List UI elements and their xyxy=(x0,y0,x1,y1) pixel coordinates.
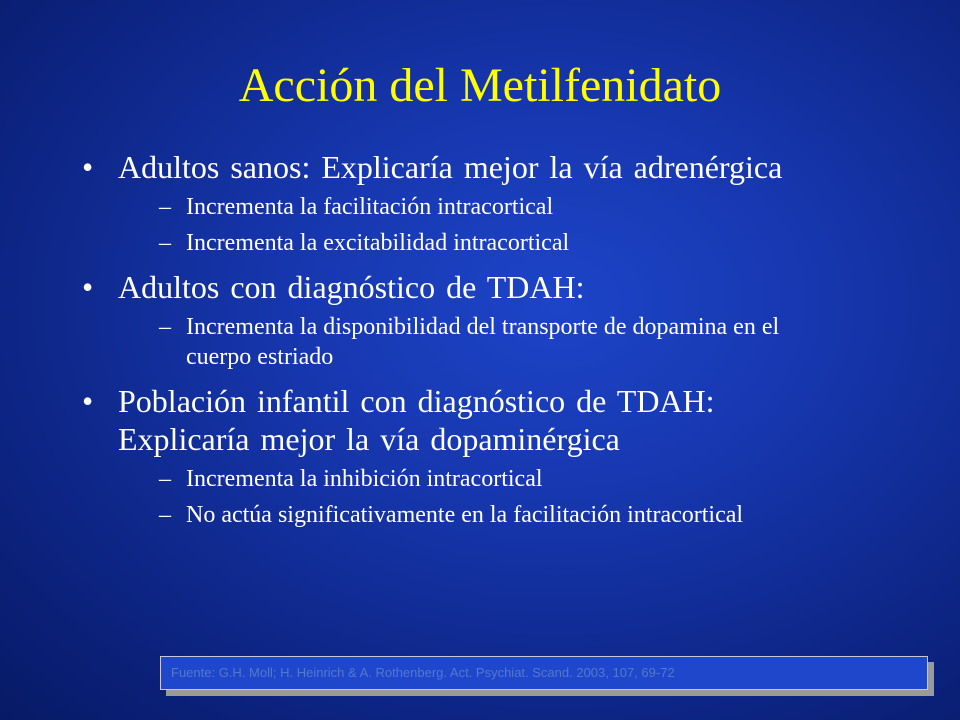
dash-marker: – xyxy=(159,314,171,340)
bullet-item xyxy=(82,382,838,458)
bullet-item xyxy=(82,268,882,306)
bullet-text: Población infantil con diagnóstico de TDAH: Explicaría mejor la vía dopaminérgica xyxy=(118,383,715,457)
dash-marker: – xyxy=(159,466,171,492)
sub-bullet-text: Incrementa la facilitación intracortical xyxy=(186,194,554,220)
source-citation: Fuente: G.H. Moll; H. Heinrich & A. Rothenberg. Act. Psychiat. Scand. 2003, 107, 69-72 xyxy=(160,656,928,690)
dash-marker: – xyxy=(159,194,171,220)
dash-marker: – xyxy=(159,230,171,256)
sub-bullet-text: Incrementa la disponibilidad del transporte de dopamina en el cuerpo estriado xyxy=(186,314,780,370)
bullet-text: Adultos con diagnóstico de TDAH: xyxy=(118,269,585,305)
sub-bullet-item xyxy=(159,464,882,494)
bullet-marker: • xyxy=(82,269,94,305)
sub-bullet-text: Incrementa la excitabilidad intracortical xyxy=(186,230,570,256)
bullet-marker: • xyxy=(82,383,94,419)
bullet-item xyxy=(82,148,882,186)
sub-bullet-item xyxy=(159,228,882,258)
sub-bullet-item xyxy=(159,312,796,372)
bullet-marker: • xyxy=(82,149,94,185)
sub-bullet-item xyxy=(159,192,882,222)
sub-bullet-item xyxy=(159,500,786,530)
dash-marker: – xyxy=(159,502,171,528)
bullet-text: Adultos sanos: Explicaría mejor la vía adrenérgica xyxy=(118,149,783,185)
sub-bullet-text: Incrementa la inhibición intracortical xyxy=(186,466,543,492)
sub-bullet-text: No actúa significativamente en la facilitación intracortical xyxy=(186,502,744,528)
slide-title: Acción del Metilfenidato xyxy=(238,59,722,112)
bullet-list xyxy=(82,148,882,530)
